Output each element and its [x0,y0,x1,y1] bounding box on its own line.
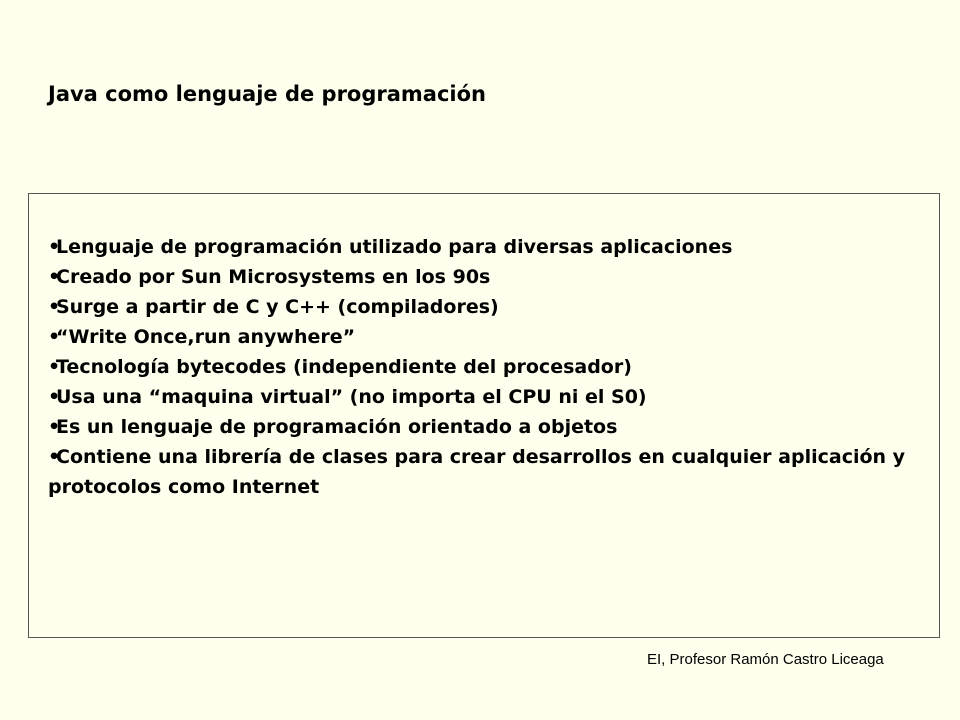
bullet-list [48,232,938,502]
content-box [28,193,940,638]
bullet-item: • Surge a partir de C y C++ (compiladores) [48,292,938,322]
bullet-item: • Usa una “maquina virtual” (no importa el CPU ni el S0) [48,382,938,412]
bullet-item: • “Write Once,run anywhere” [48,322,938,352]
bullet-item: • Es un lenguaje de programación orientado a objetos [48,412,938,442]
slide-title: Java como lenguaje de programación [48,82,486,106]
bullet-item: • Creado por Sun Microsystems en los 90s [48,262,938,292]
bullet-item: • Contiene una librería de clases para crear desarrollos en cualquier aplicación y protocolos como Internet [48,442,938,502]
bullet-item: • Lenguaje de programación utilizado para diversas aplicaciones [48,232,938,262]
footer-credit: EI, Profesor Ramón Castro Liceaga [647,651,884,668]
bullet-item: • Tecnología bytecodes (independiente del procesador) [48,352,938,382]
